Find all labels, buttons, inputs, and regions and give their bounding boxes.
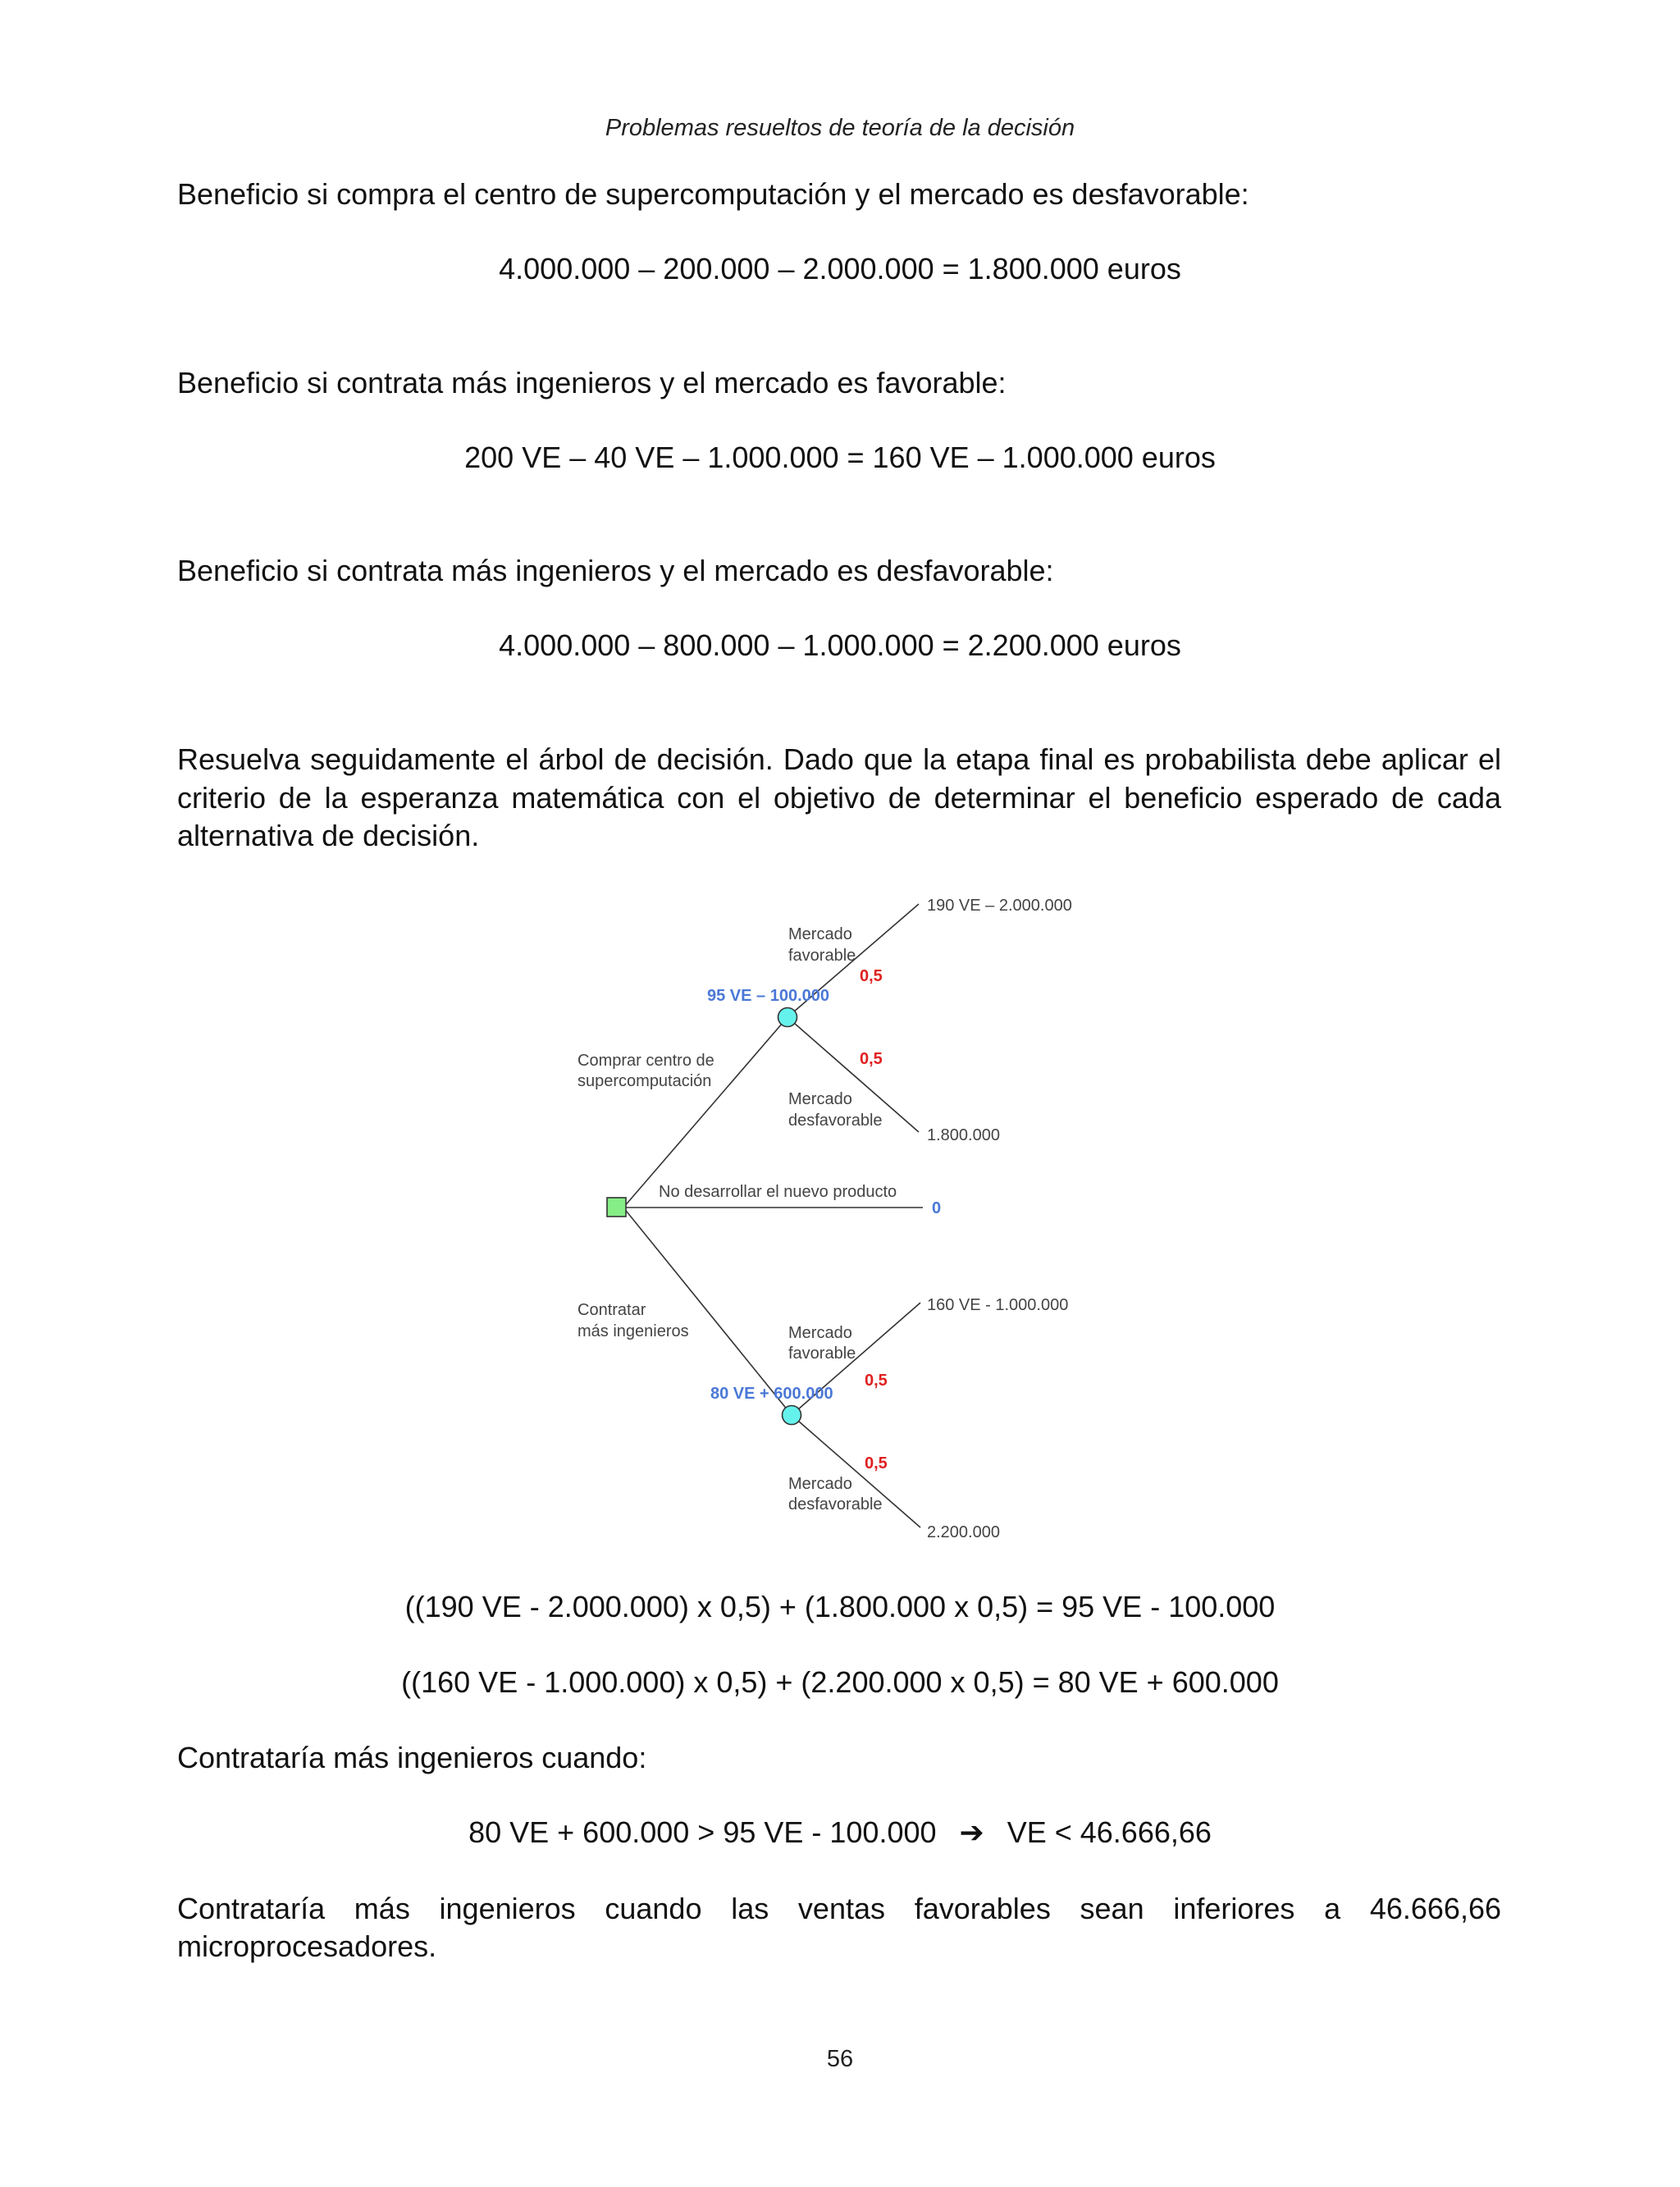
payoff-buy-unfavorable: 1.800.000 (927, 1126, 1000, 1144)
label-buy-line-1: Comprar centro de (578, 1052, 714, 1070)
paragraph-instructions-line-2: criterio de la esperanza matemática con el objetivo de determinar el beneficio esperado de cada (177, 781, 1501, 815)
payoff-buy-favorable: 190 VE – 2.000.000 (927, 897, 1072, 915)
implies-arrow-icon: ➔ (959, 1815, 984, 1849)
payoff-hire-unfavorable: 2.200.000 (927, 1523, 1000, 1541)
label-buy-unfavorable-line-2: desfavorable (788, 1112, 883, 1130)
probability-hire-unfavorable: 0,5 (865, 1454, 888, 1472)
paragraph-hire-favorable: Beneficio si contrata más ingenieros y el mercado es favorable: (177, 366, 1007, 400)
label-hire-unfavorable-line-2: desfavorable (788, 1495, 883, 1514)
paragraph-hire-condition: Contrataría más ingenieros cuando: (177, 1741, 647, 1774)
expected-value-buy: 95 VE – 100.000 (707, 987, 830, 1005)
inequality-right: VE < 46.666,66 (1007, 1815, 1212, 1849)
label-buy-unfavorable-line-1: Mercado (788, 1090, 852, 1108)
branch-buy (623, 1017, 788, 1208)
running-header: Problemas resueltos de teoría de la decisión (605, 115, 1075, 141)
paragraph-instructions-line-3: alternativa de decisión. (177, 819, 480, 852)
label-hire-line-1: Contratar (578, 1301, 646, 1319)
probability-buy-unfavorable: 0,5 (860, 1050, 883, 1068)
label-buy-line-2: supercomputación (578, 1072, 712, 1090)
payoff-hire-favorable: 160 VE - 1.000.000 (927, 1296, 1069, 1314)
paragraph-buy-unfavorable: Beneficio si compra el centro de supercomputación y el mercado es desfavorable: (177, 177, 1249, 211)
paragraph-instructions-line-1: Resuelva seguidamente el árbol de decisión. Dado que la etapa final es probabilista debe aplicar el (177, 742, 1501, 776)
probability-hire-favorable: 0,5 (865, 1372, 888, 1390)
equation-inequality (0, 1813, 1680, 1851)
inequality-left: 80 VE + 600.000 > 95 VE - 100.000 (468, 1815, 937, 1849)
equation-expected-buy: ((190 VE - 2.000.000) x 0,5) + (1.800.000 x 0,5) = 95 VE - 100.000 (404, 1590, 1276, 1623)
chance-node-buy (778, 1008, 797, 1027)
paragraph-hire-unfavorable: Beneficio si contrata más ingenieros y el mercado es desfavorable: (177, 554, 1054, 587)
payoff-no-develop: 0 (932, 1199, 942, 1217)
label-no-develop: No desarrollar el nuevo producto (659, 1183, 897, 1201)
probability-buy-favorable: 0,5 (860, 967, 883, 985)
paragraph-conclusion-line-2: microprocesadores. (177, 1929, 437, 1963)
page-number: 56 (826, 2046, 854, 2072)
label-hire-unfavorable-line-1: Mercado (788, 1475, 852, 1493)
label-hire-favorable-line-1: Mercado (788, 1324, 852, 1342)
equation-buy-unfavorable: 4.000.000 – 200.000 – 2.000.000 = 1.800.000 euros (499, 252, 1181, 285)
equation-hire-favorable: 200 VE – 40 VE – 1.000.000 = 160 VE – 1.000.000 euros (464, 441, 1216, 474)
chance-node-hire (783, 1406, 801, 1425)
label-hire-favorable-line-2: favorable (788, 1345, 856, 1363)
label-buy-favorable-line-1: Mercado (788, 925, 852, 943)
equation-hire-unfavorable: 4.000.000 – 800.000 – 1.000.000 = 2.200.000 euros (499, 628, 1181, 662)
label-hire-line-2: más ingenieros (578, 1322, 689, 1340)
paragraph-conclusion-line-1: Contrataría más ingenieros cuando las ventas favorables sean inferiores a 46.666,66 (177, 1892, 1501, 1925)
expected-value-hire: 80 VE + 600.000 (710, 1385, 833, 1403)
decision-node (607, 1198, 626, 1217)
label-buy-favorable-line-2: favorable (788, 947, 856, 965)
equation-expected-hire: ((160 VE - 1.000.000) x 0,5) + (2.200.000 x 0,5) = 80 VE + 600.000 (401, 1665, 1279, 1699)
